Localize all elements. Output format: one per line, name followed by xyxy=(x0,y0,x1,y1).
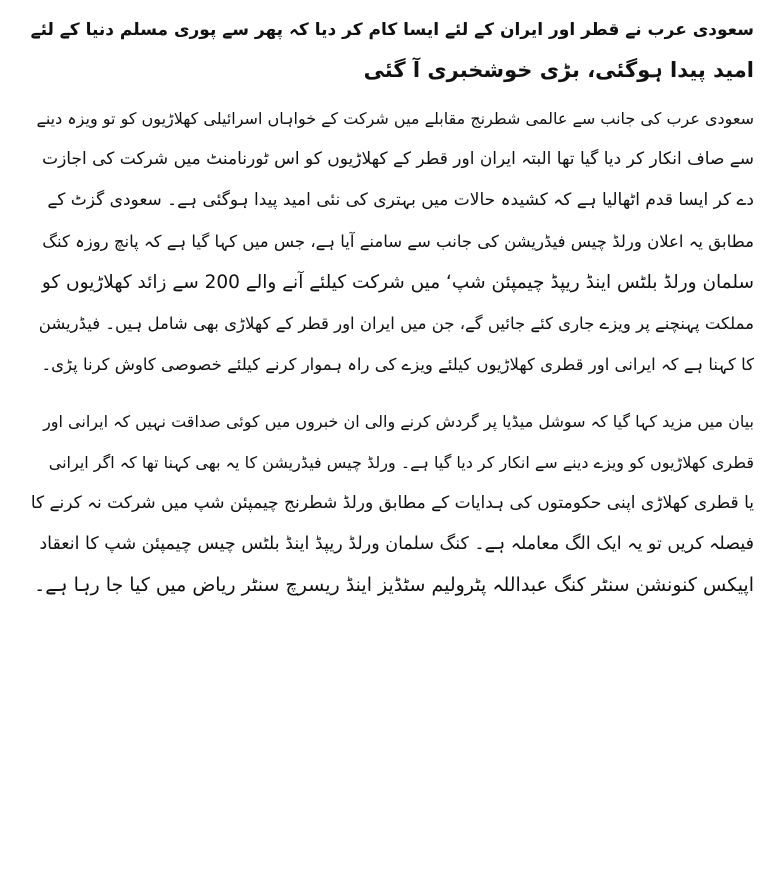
paragraph-line: دے کر ایسا قدم اٹھالیا ہے کہ کشیدہ حالات میں بہتری کی نئی امید پیدا ہوگئی ہے۔ سعودی گزٹ کے xyxy=(47,190,754,210)
paragraph-line: فیصلہ کریں تو یہ ایک الگ معاملہ ہے۔ کنگ سلمان ورلڈ ریپڈ اینڈ بلٹس چیس چیمپئن شپ کا انعقاد xyxy=(39,534,754,554)
paragraph-1 xyxy=(28,98,754,385)
headline-line: امید پیدا ہوگئی، بڑی خوشخبری آ گئی xyxy=(363,58,754,82)
headline-line: سعودی عرب نے قطر اور ایران کے لئے ایسا کام کر دیا کہ پھر سے پوری مسلم دنیا کے لئے xyxy=(30,20,754,40)
paragraph-line: سے صاف انکار کر دیا گیا تھا البتہ ایران اور قطر کے کھلاڑیوں کو اس ٹورنامنٹ میں شرکت کی اجازت xyxy=(42,149,754,169)
paragraph-line: اپیکس کنونشن سنٹر کنگ عبداللہ پٹرولیم سٹڈیز اینڈ ریسرچ سنٹر ریاض میں کیا جا رہا ہے۔ xyxy=(34,574,754,596)
paragraph-line: سعودی عرب کی جانب سے عالمی شطرنج مقابلے میں شرکت کے خواہاں اسرائیلی کھلاڑیوں کو تو ویزہ دینے xyxy=(36,109,754,128)
paragraph-line: سلمان ورلڈ بلٹس اینڈ ریپڈ چیمپئن شپ‘ میں شرکت کیلئے آنے والے 200 سے زائد کھلاڑیوں کو xyxy=(41,272,754,293)
paragraph-line: بیان میں مزید کہا گیا کہ سوشل میڈیا پر گردش کرنے والی ان خبروں میں کوئی صداقت نہیں کہ ایرانی اور xyxy=(43,412,754,431)
paragraph-line: کا کہنا ہے کہ ایرانی اور قطری کھلاڑیوں کیلئے ویزے کی راہ ہموار کرنے کیلئے خصوصی کاوش کرنا پڑی۔ xyxy=(41,355,754,374)
paragraph-line: قطری کھلاڑیوں کو ویزے دینے سے انکار کر دیا گیا ہے۔ ورلڈ چیس فیڈریشن کا یہ بھی کہنا تھا کہ اگر ایرانی xyxy=(48,453,754,472)
paragraph-2 xyxy=(28,401,754,606)
paragraph-line: یا قطری کھلاڑی اپنی حکومتوں کی ہدایات کے مطابق ورلڈ شطرنج چیمپئن شپ میں شرکت نہ کرنے کا xyxy=(30,493,754,513)
paragraph-line: مطابق یہ اعلان ورلڈ چیس فیڈریشن کی جانب سے سامنے آیا ہے، جس میں کہا گیا ہے کہ پانچ روزہ کنگ xyxy=(42,232,754,251)
headline xyxy=(28,10,754,90)
article xyxy=(28,10,754,606)
paragraph-line: مملکت پہنچنے پر ویزے جاری کئے جائیں گے، جن میں ایران اور قطر کے کھلاڑی بھی شامل ہیں۔ فیڈریشن xyxy=(38,314,754,333)
